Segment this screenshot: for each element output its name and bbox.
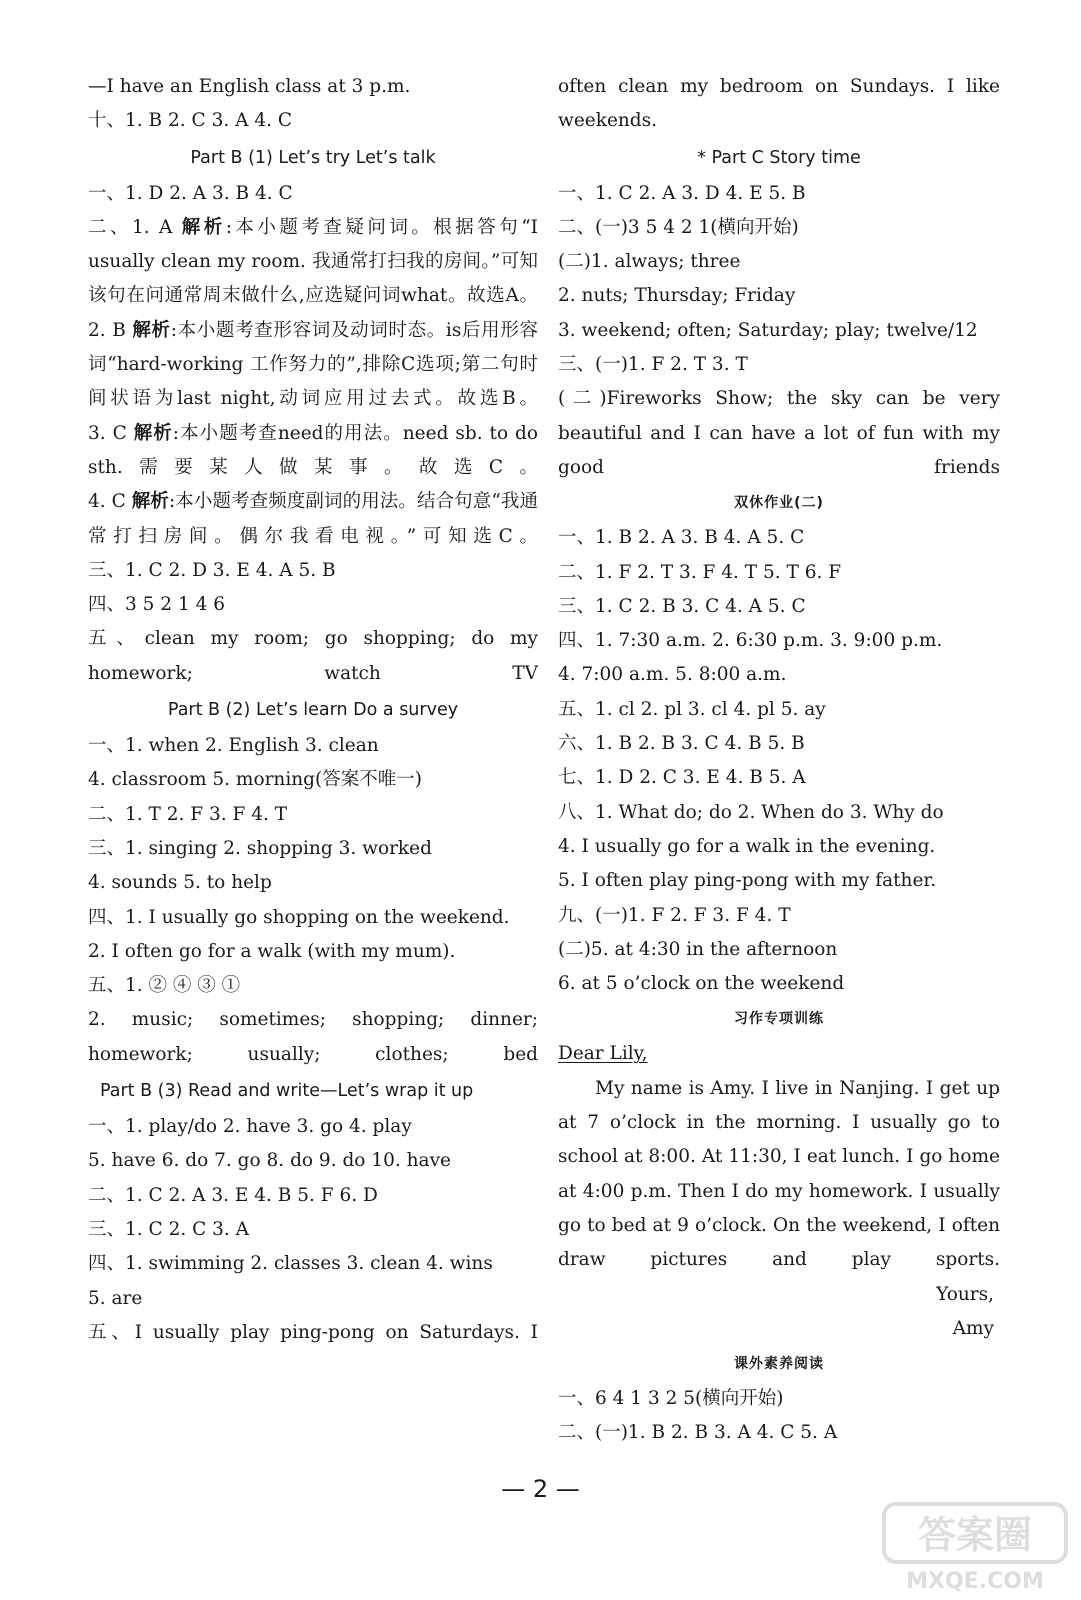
answer-line: 4. 7:00 a.m. 5. 8:00 a.m. [558, 664, 787, 686]
answer-line: (二)1. always; three [558, 251, 741, 273]
answer-line: often clean my bedroom on Sundays. I like [558, 76, 1000, 97]
answer-line: 四、1. 7:30 a.m. 2. 6:30 p.m. 3. 9:00 p.m. [558, 630, 943, 652]
answer-line: 2. nuts; Thursday; Friday [558, 285, 796, 307]
answer-line: 一、1. D 2. A 3. B 4. C [88, 182, 293, 204]
subsection-heading: 双休作业(二) [734, 495, 824, 512]
subsection-heading: 习作专项训练 [734, 1011, 824, 1028]
answer-line: weekends. [558, 110, 658, 132]
right-column [558, 70, 1000, 1451]
answer-line: 四、3 5 2 1 4 6 [88, 594, 226, 616]
answer-line: 一、1. B 2. A 3. B 4. A 5. C [558, 527, 805, 549]
answer-line: 5. are [88, 1287, 143, 1309]
answer-line: 十、1. B 2. C 3. A 4. C [88, 110, 293, 132]
letter-salutation: Dear Lily, [558, 1043, 648, 1065]
answer-line: Amy [952, 1317, 994, 1339]
analysis-label: 解析 [132, 319, 171, 341]
section-heading: Part B (2) Let’s learn Do a survey [167, 700, 459, 721]
answer-line: 五、clean my room; go shopping; do my homework; watch TV [88, 628, 538, 684]
answer-line: 二、(一)1. B 2. B 3. A 4. C 5. A [558, 1422, 838, 1444]
section-heading: Part B (1) Let’s try Let’s talk [190, 147, 436, 168]
answer-line: 2. music; sometimes; shopping; dinner; homework; usually; clothes; bed [88, 1009, 538, 1065]
answer-line: 五、1. ② ④ ③ ① [88, 975, 241, 997]
answer-line [88, 417, 538, 486]
section-heading: Part B (3) Read and write—Let’s wrap it up [100, 1081, 474, 1102]
answer-line: (二)5. at 4:30 in the afternoon [558, 938, 838, 960]
analysis-label: 解析 [133, 422, 173, 444]
analysis-label: 解析 [181, 216, 226, 238]
answer-line: 三、(一)1. F 2. T 3. T [558, 354, 748, 376]
answer-line: 一、6 4 1 3 2 5(横向开始) [558, 1388, 784, 1410]
answer-line: 八、1. What do; do 2. When do 3. Why do [558, 801, 944, 823]
answer-number: 3. C [88, 422, 134, 444]
watermark-logo [880, 1500, 1070, 1595]
answer-line: 4. classroom 5. morning(答案不唯一) [88, 769, 422, 791]
answer-line: 二、1. T 2. F 3. F 4. T [88, 803, 288, 825]
left-column [88, 70, 538, 1350]
answer-line: My name is Amy. I live in Nanjing. I get up at 7 o’clock in the morning. I usually go to school at 8:00. At 11:30, I eat lunch. I go home at 4:00 p.m. Then I do my homework. I usually go to bed at 9 o’clock. On the weekend, I often draw pictures and play sports. [558, 1077, 1000, 1271]
watermark-line2: MXQE.COM [906, 1569, 1044, 1594]
answer-line: 4. sounds 5. to help [88, 872, 272, 894]
answer-line: 五、I usually play ping-pong on Saturdays. I [88, 1321, 538, 1343]
analysis-text: :本小题考查频度副词的用法。结合句意“我通常打扫房间。偶尔我看电视。”可知选C。 [88, 491, 538, 547]
page-number: — 2 — [501, 1475, 580, 1503]
answer-line: 4. I usually go for a walk in the evening. [558, 835, 936, 857]
answer-line: 六、1. B 2. B 3. C 4. B 5. B [558, 733, 805, 755]
answer-line [558, 1037, 1000, 1071]
analysis-text: :本小题考查need的用法。need sb. to do sth.需要某人做某事。故选C。 [88, 422, 538, 478]
analysis-text: :本小题考查形容词及动词时态。is后用形容词“hard-working 工作努力的”,排除C选项;第二句时间状语为last night,动词应用过去式。故选B。 [88, 319, 538, 410]
answer-line [88, 211, 538, 314]
answer-number: 4. C [88, 491, 132, 513]
answer-line: 四、1. swimming 2. classes 3. clean 4. wins [88, 1253, 493, 1275]
answer-line: 一、1. play/do 2. have 3. go 4. play [88, 1116, 412, 1138]
section-heading: * Part C Story time [697, 147, 861, 168]
watermark-line1: 答案圈 [917, 1513, 1033, 1557]
answer-line: 6. at 5 o’clock on the weekend [558, 973, 845, 995]
answer-line: 5. have 6. do 7. go 8. do 9. do 10. have [88, 1150, 451, 1172]
answer-line: 一、1. C 2. A 3. D 4. E 5. B [558, 182, 806, 204]
answer-line: 一、1. when 2. English 3. clean [88, 735, 379, 757]
answer-line: 二、(一)3 5 4 2 1(横向开始) [558, 216, 799, 238]
answer-line: 三、1. singing 2. shopping 3. worked [88, 837, 432, 859]
analysis-text: :本小题考查疑问词。根据答句“I usually clean my room. 我通常打扫我的房间。”可知该句在问通常周末做什么,应选疑问词what。故选A。 [88, 216, 538, 307]
answer-number: 二、1. A [88, 216, 182, 238]
answer-line: Yours, [936, 1283, 994, 1305]
answer-line: 七、1. D 2. C 3. E 4. B 5. A [558, 767, 806, 789]
answer-line: 二、1. F 2. T 3. F 4. T 5. T 6. F [558, 561, 842, 583]
answer-line: 5. I often play ping-pong with my father. [558, 870, 937, 892]
answer-line: 五、1. cl 2. pl 3. cl 4. pl 5. ay [558, 698, 826, 720]
answer-line: 3. weekend; often; Saturday; play; twelve/12 [558, 319, 978, 341]
answer-line: 2. I often go for a walk (with my mum). [88, 940, 456, 962]
answer-line: (二)Fireworks Show; the sky can be very beautiful and I can have a lot of fun with my good friends [558, 388, 1000, 478]
answer-line [88, 485, 538, 554]
answer-line: 三、1. C 2. D 3. E 4. A 5. B [88, 559, 336, 581]
answer-line: 二、1. C 2. A 3. E 4. B 5. F 6. D [88, 1184, 378, 1206]
answer-line: 三、1. C 2. B 3. C 4. A 5. C [558, 595, 806, 617]
subsection-heading: 课外素养阅读 [734, 1356, 824, 1373]
watermark-icon [880, 1500, 1070, 1595]
answer-number: 2. B [88, 319, 133, 341]
analysis-label: 解析 [131, 491, 169, 513]
answer-line: 九、(一)1. F 2. F 3. F 4. T [558, 904, 791, 926]
answer-line: 四、1. I usually go shopping on the weekend. [88, 906, 510, 928]
answer-line [88, 314, 538, 417]
answer-line: —I have an English class at 3 p.m. [88, 76, 411, 97]
answer-line: 三、1. C 2. C 3. A [88, 1218, 250, 1240]
